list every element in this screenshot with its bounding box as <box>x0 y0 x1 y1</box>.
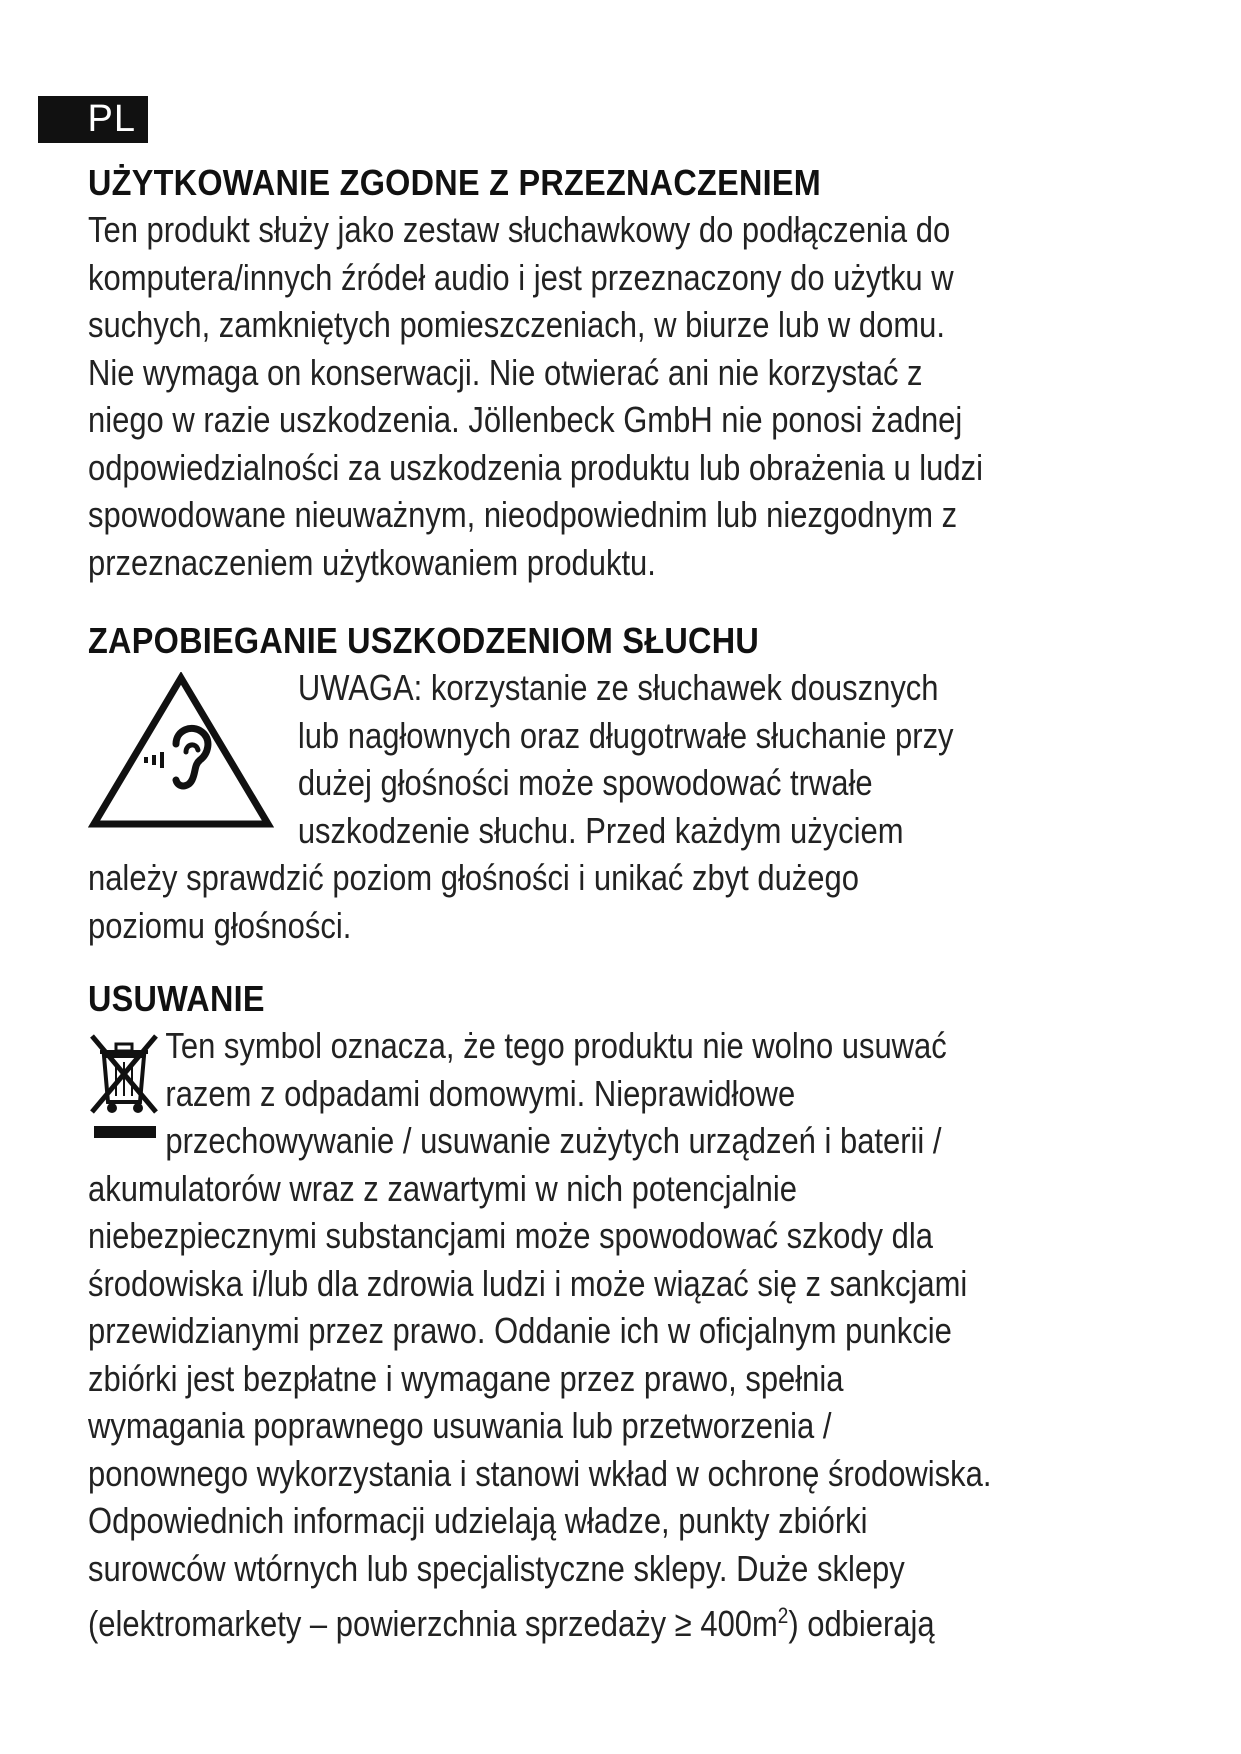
text-line: lub nagłownych oraz długotrwałe słuchanie przy <box>297 714 954 756</box>
text-line: odpowiedzialności za uszkodzenia produktu lub obrażenia u ludzi <box>88 446 983 488</box>
text-line: uszkodzenie słuchu. Przed każdym użyciem <box>297 809 904 851</box>
section-intended-use <box>88 160 1241 586</box>
text-line: wymagania poprawnego usuwania lub przetworzenia / <box>88 1405 832 1446</box>
disposal-text <box>88 1022 1197 1648</box>
text-line: UWAGA: korzystanie ze słuchawek dousznych <box>297 667 939 708</box>
text-line: ponownego wykorzystania i stanowi wkład w ochronę środowiska. <box>88 1452 992 1494</box>
text-line: niebezpiecznymi substancjami może spowodować szkody dla <box>88 1215 933 1256</box>
section-title-hearing: ZAPOBIEGANIE USZKODZENIOM SŁUCHU <box>88 620 760 661</box>
section-title-intended-use: UŻYTKOWANIE ZGODNE Z PRZEZNACZENIEM <box>88 162 822 203</box>
text-line: komputera/innych źródeł audio i jest przeznaczony do użytku w <box>88 256 954 298</box>
text-line: Ten produkt służy jako zestaw słuchawkowy do podłączenia do <box>88 209 951 250</box>
text-line: Odpowiednich informacji udzielają władze, punkty zbiórki <box>88 1500 868 1541</box>
text-line: surowców wtórnych lub specjalistyczne sklepy. Duże sklepy <box>88 1547 905 1589</box>
text-line: dużej głośności może spowodować trwałe <box>297 762 873 803</box>
section-title-disposal: USUWANIE <box>88 978 265 1019</box>
section-hearing-protection <box>88 618 1241 949</box>
text-line: spowodowane nieuważnym, nieodpowiednim lub niezgodnym z <box>88 494 958 535</box>
text-line: środowiska i/lub dla zdrowia ludzi i może wiązać się z sankcjami <box>88 1262 968 1304</box>
last-line-pre: (elektromarkety – powierzchnia sprzedaży ≥ 400m <box>88 1603 778 1644</box>
text-line: razem z odpadami domowymi. Nieprawidłowe <box>165 1072 796 1114</box>
text-line: niego w razie uszkodzenia. Jöllenbeck GmbH nie ponosi żadnej <box>88 399 963 440</box>
text-line: przewidzianymi przez prawo. Oddanie ich w oficjalnym punkcie <box>88 1310 952 1351</box>
hearing-warning-block <box>88 664 1241 949</box>
text-line-last <box>88 1592 1197 1648</box>
language-badge: PL <box>38 96 148 143</box>
last-line-post: ) odbierają <box>788 1603 935 1644</box>
last-line-sup: 2 <box>777 1603 789 1628</box>
text-line: poziomu głośności. <box>88 904 352 946</box>
text-line: należy sprawdzić poziom głośności i unikać zbyt dużego <box>88 857 859 898</box>
section-disposal <box>88 976 1241 1648</box>
text-line: suchych, zamkniętych pomieszczeniach, w biurze lub w domu. <box>88 304 945 345</box>
text-line: przechowywanie / usuwanie zużytych urządzeń i baterii / <box>165 1120 942 1161</box>
text-line: przeznaczeniem użytkowaniem produktu. <box>88 541 656 583</box>
text-line: akumulatorów wraz z zawartymi w nich potencjalnie <box>88 1167 797 1209</box>
intended-use-text <box>88 206 1197 586</box>
disposal-block <box>88 1022 1241 1648</box>
text-line: Nie wymaga on konserwacji. Nie otwierać ani nie korzystać z <box>88 351 923 393</box>
text-line: Ten symbol oznacza, że tego produktu nie wolno usuwać <box>165 1025 947 1066</box>
hearing-text <box>88 664 1197 949</box>
text-line: zbiórki jest bezpłatne i wymagane przez prawo, spełnia <box>88 1357 844 1399</box>
